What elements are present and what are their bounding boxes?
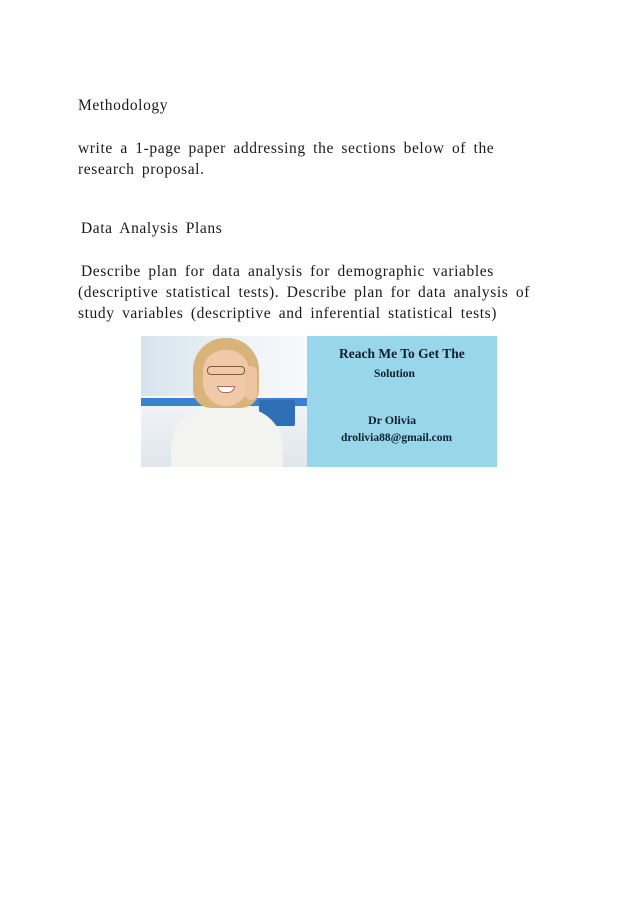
promo-banner bbox=[141, 336, 497, 467]
section-subheading: Data Analysis Plans bbox=[81, 220, 223, 237]
intro-line-1: write a 1-page paper addressing the sections below of the bbox=[78, 140, 495, 157]
contact-card bbox=[307, 336, 497, 467]
card-subline: Solution bbox=[374, 368, 415, 380]
description-line-1: Describe plan for data analysis for demographic variables bbox=[81, 263, 494, 280]
card-name: Dr Olivia bbox=[368, 413, 417, 427]
woman-photo bbox=[141, 336, 307, 467]
document-heading: Methodology bbox=[78, 97, 169, 114]
card-headline: Reach Me To Get The bbox=[339, 346, 465, 361]
card-email: drolivia88@gmail.com bbox=[341, 432, 453, 444]
description-line-3: study variables (descriptive and inferential statistical tests) bbox=[78, 305, 498, 322]
description-line-2: (descriptive statistical tests). Describe plan for data analysis of bbox=[78, 284, 531, 301]
intro-line-2: research proposal. bbox=[78, 161, 205, 178]
